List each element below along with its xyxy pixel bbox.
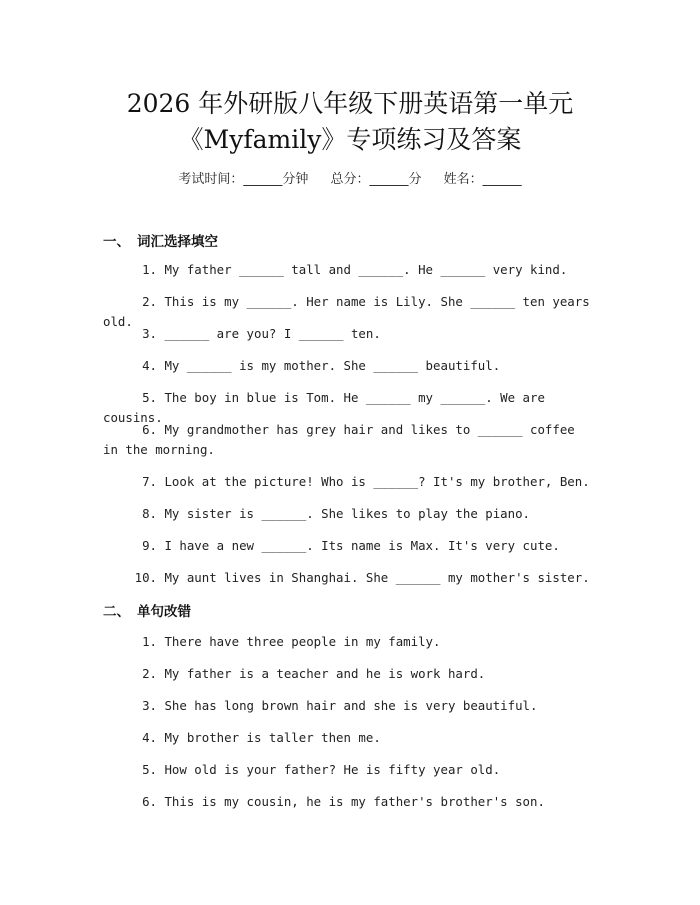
section-number: 二、 (103, 604, 130, 620)
section-title: 词汇选择填空 (137, 234, 218, 250)
question-item (103, 696, 593, 716)
question-text: My aunt lives in Shanghai. She ______ my mother's sister. (164, 570, 590, 585)
question-number: 6. (142, 422, 157, 437)
question-text: I have a new ______. Its name is Max. It's very cute. (164, 538, 560, 553)
question-text: The boy in blue is Tom. He ______ my ______. We are cousins. (103, 390, 553, 425)
question-text: My father ______ tall and ______. He ______ very kind. (164, 262, 568, 277)
question-item (103, 420, 593, 460)
question-number: 2. (142, 294, 157, 309)
question-text: My father is a teacher and he is work hard. (164, 666, 486, 681)
question-number: 4. (142, 730, 157, 745)
question-text: This is my cousin, he is my father's brother's son. (164, 794, 545, 809)
question-item (103, 728, 593, 748)
section-number: 一、 (103, 234, 130, 250)
document-title-line-2: 《Myfamily》专项练习及答案 (178, 125, 522, 154)
section-title: 单句改错 (137, 604, 191, 620)
question-item (103, 324, 593, 344)
question-item (103, 792, 593, 812)
section-heading-vocabulary (103, 230, 218, 250)
question-number: 1. (142, 262, 157, 277)
question-item (103, 568, 593, 588)
question-number: 6. (142, 794, 157, 809)
student-name-field: 姓名：______ (443, 172, 522, 187)
question-number: 3. (142, 698, 157, 713)
question-number: 1. (142, 634, 157, 649)
question-number: 5. (142, 390, 157, 405)
question-number: 2. (142, 666, 157, 681)
question-number: 3. (142, 326, 157, 341)
question-item (103, 664, 593, 684)
question-item (103, 472, 593, 492)
question-text: My grandmother has grey hair and likes to ______ coffee in the morning. (103, 422, 583, 457)
exam-info-line (0, 168, 700, 187)
question-number: 7. (142, 474, 157, 489)
question-item (103, 536, 593, 556)
question-text: There have three people in my family. (164, 634, 441, 649)
question-text: This is my ______. Her name is Lily. She ______ ten years old. (103, 294, 598, 329)
question-text: ______ are you? I ______ ten. (164, 326, 381, 341)
question-item (103, 356, 593, 376)
exam-time-field: 考试时间：______分钟 (178, 172, 309, 187)
section-heading-error-correction (103, 600, 191, 620)
question-item (103, 760, 593, 780)
total-score-field: 总分：______分 (330, 172, 422, 187)
question-number: 4. (142, 358, 157, 373)
question-text: How old is your father? He is fifty year old. (164, 762, 501, 777)
question-number: 5. (142, 762, 157, 777)
question-text: My ______ is my mother. She ______ beautiful. (164, 358, 501, 373)
question-item (103, 504, 593, 524)
question-text: My brother is taller then me. (164, 730, 381, 745)
question-item (103, 260, 593, 280)
question-text: My sister is ______. She likes to play the piano. (164, 506, 530, 521)
question-text: She has long brown hair and she is very beautiful. (164, 698, 538, 713)
question-text: Look at the picture! Who is ______? It's my brother, Ben. (164, 474, 590, 489)
question-number: 10. (134, 570, 157, 585)
question-number: 8. (142, 506, 157, 521)
document-title-line-1: 2026 年外研版八年级下册英语第一单元 (126, 89, 574, 118)
question-item (103, 632, 593, 652)
question-number: 9. (142, 538, 157, 553)
